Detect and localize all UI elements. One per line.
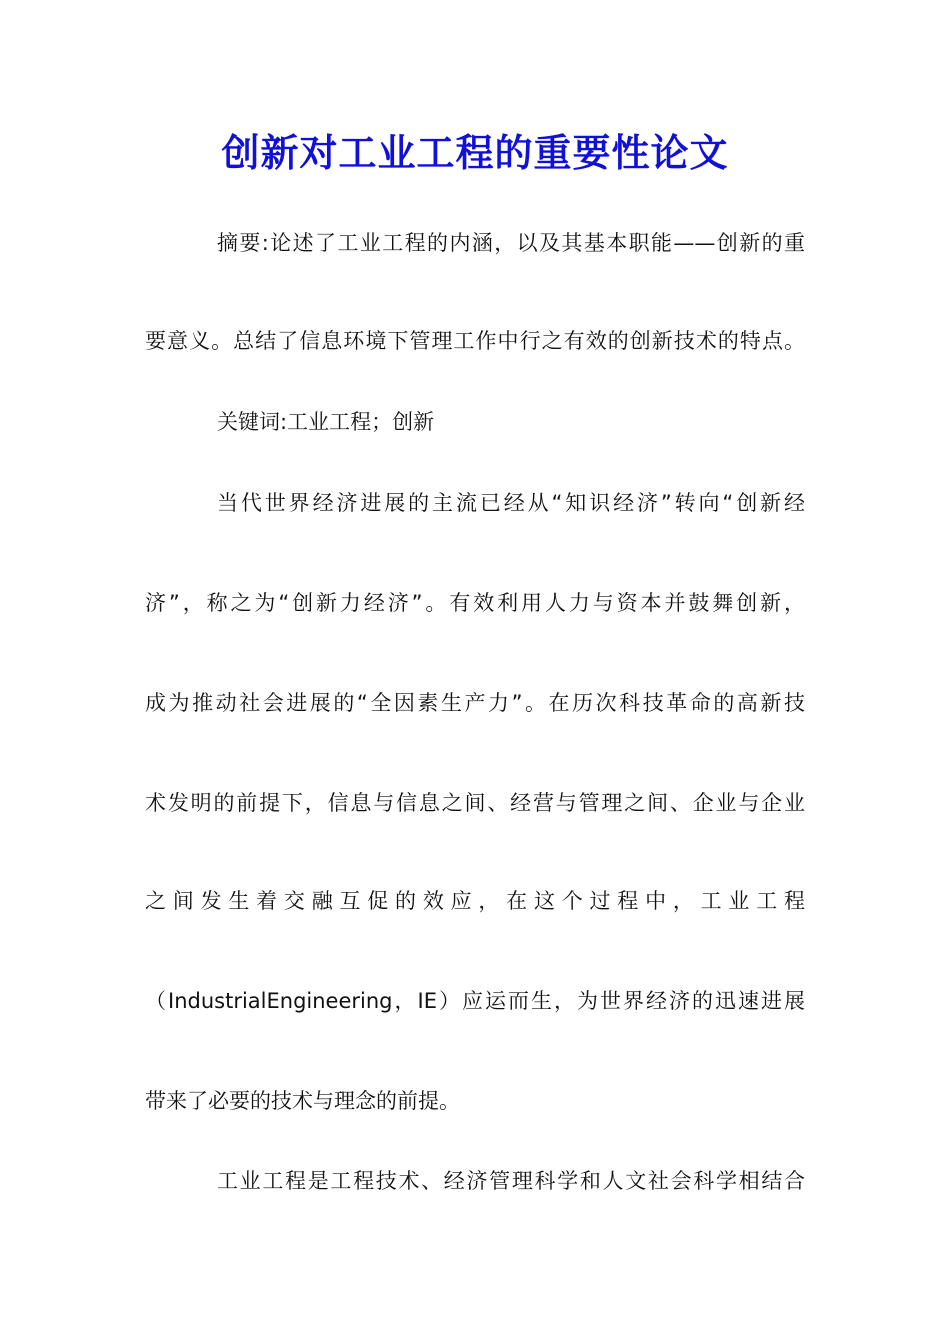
body-line-6: （IndustrialEngineering，IE）应运而生，为世界经济的迅速进展 <box>145 989 805 1013</box>
body-line-8: 工业工程是工程技术、经济管理科学和人文社会科学相结合 <box>217 1169 805 1193</box>
body-line-7: 带来了必要的技术与理念的前提。 <box>145 1089 460 1113</box>
body-line-1: 当代世界经济进展的主流已经从“知识经济”转向“创新经 <box>217 491 805 515</box>
abstract-line-1: 摘要:论述了工业工程的内涵，以及其基本职能——创新的重 <box>217 231 805 255</box>
body-line-4: 术发明的前提下，信息与信息之间、经营与管理之间、企业与企业 <box>145 791 805 815</box>
body-line-5: 之间发生着交融互促的效应，在这个过程中，工业工程 <box>145 889 805 913</box>
body-line-2: 济”，称之为“创新力经济”。有效利用人力与资本并鼓舞创新， <box>145 591 805 615</box>
body-line-3: 成为推动社会进展的“全因素生产力”。在历次科技革命的高新技 <box>145 691 805 715</box>
document-title: 创新对工业工程的重要性论文 <box>221 130 729 175</box>
keywords-line: 关键词:工业工程；创新 <box>217 410 435 434</box>
abstract-line-2: 要意义。总结了信息环境下管理工作中行之有效的创新技术的特点。 <box>145 329 805 353</box>
